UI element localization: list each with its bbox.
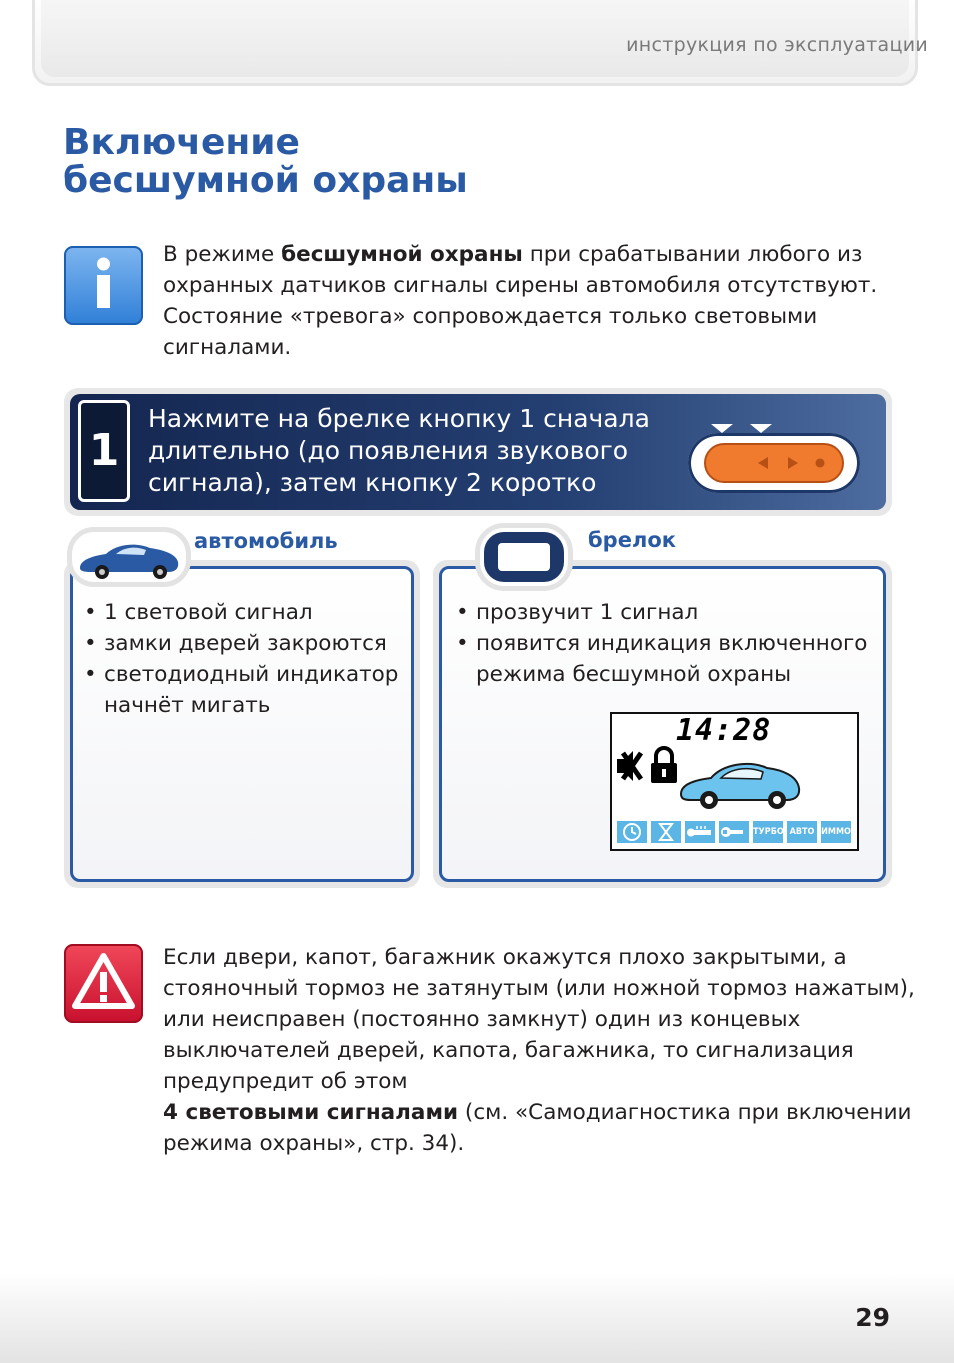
lcd-time: 14:28 bbox=[676, 713, 772, 748]
button-1-pointer-icon bbox=[711, 424, 733, 433]
warning-glyph bbox=[64, 944, 143, 1023]
list-item: • светодиодный индикатор начнёт мигать bbox=[84, 659, 404, 721]
page-title bbox=[63, 124, 468, 200]
list-item: • появится индикация включенного режима бесшумной охраны bbox=[456, 628, 876, 690]
keyfob-button-icon bbox=[704, 443, 844, 483]
hourglass-icon bbox=[651, 821, 681, 843]
info-paragraph bbox=[163, 239, 923, 363]
button-2-pointer-icon bbox=[750, 424, 772, 433]
lcd-icon-row bbox=[617, 821, 855, 843]
turbo-label: ТУРБО bbox=[753, 821, 783, 843]
warning-text-bold: 4 световыми сигналами bbox=[163, 1100, 459, 1125]
warning-text-part1: Если двери, капот, багажник окажутся плохо закрытыми, а стояночный тормоз не затянутым (или ножной тормоз нажатым), или неисправен (постоянно замкнут) один из концевых выключателей дверей, капота, багажника, то сигнализация предупредит об этом bbox=[163, 945, 915, 1094]
page-title-line1: Включение bbox=[63, 122, 300, 163]
header-title: инструкция по эксплуатации bbox=[626, 34, 928, 56]
immo-label: ИММО bbox=[821, 821, 851, 843]
car-card-label: автомобиль bbox=[194, 529, 338, 553]
info-glyph bbox=[64, 246, 143, 325]
fob-card-list bbox=[456, 597, 876, 690]
info-icon bbox=[64, 246, 143, 325]
car-icon bbox=[72, 532, 186, 582]
clock-icon bbox=[617, 821, 647, 843]
warning-paragraph bbox=[163, 942, 923, 1159]
keyfob-arrows-icon bbox=[706, 445, 842, 481]
info-text-prefix: В режиме bbox=[163, 242, 282, 267]
info-text-rest: при срабатывании любого из охранных датчиков сигналы сирены автомобиля отсутствуют. Состояние «тревога» сопровождается только световыми сигналами. bbox=[163, 242, 878, 360]
thermometer-icon bbox=[685, 821, 715, 843]
fob-card-label: брелок bbox=[588, 528, 676, 552]
info-text-bold: бесшумной охраны bbox=[281, 242, 523, 267]
list-item: • прозвучит 1 сигнал bbox=[456, 597, 876, 628]
page-title-line2: бесшумной охраны bbox=[63, 160, 468, 201]
car-card-list bbox=[84, 597, 404, 721]
footer-bar bbox=[0, 1272, 954, 1363]
pager-icon bbox=[480, 528, 568, 586]
step-instruction: Нажмите на брелке кнопку 1 сначала длительно (до появления звукового сигнала), затем кнопку 2 коротко bbox=[148, 404, 650, 497]
auto-label: АВТО bbox=[787, 821, 817, 843]
car-glyph bbox=[72, 532, 186, 582]
warning-text-part2: (см. «Самодиагностика при включении режима охраны», стр. 34). bbox=[163, 1100, 912, 1156]
list-item: • замки дверей закроются bbox=[84, 628, 404, 659]
page-number: 29 bbox=[855, 1303, 890, 1332]
wrench-icon bbox=[719, 821, 749, 843]
step-number: 1 bbox=[78, 400, 130, 502]
pager-glyph bbox=[480, 528, 568, 586]
list-item: • 1 световой сигнал bbox=[84, 597, 404, 628]
warning-icon bbox=[64, 944, 143, 1023]
siren-off-lock-icon bbox=[613, 745, 683, 787]
lcd-car-icon bbox=[677, 752, 803, 814]
